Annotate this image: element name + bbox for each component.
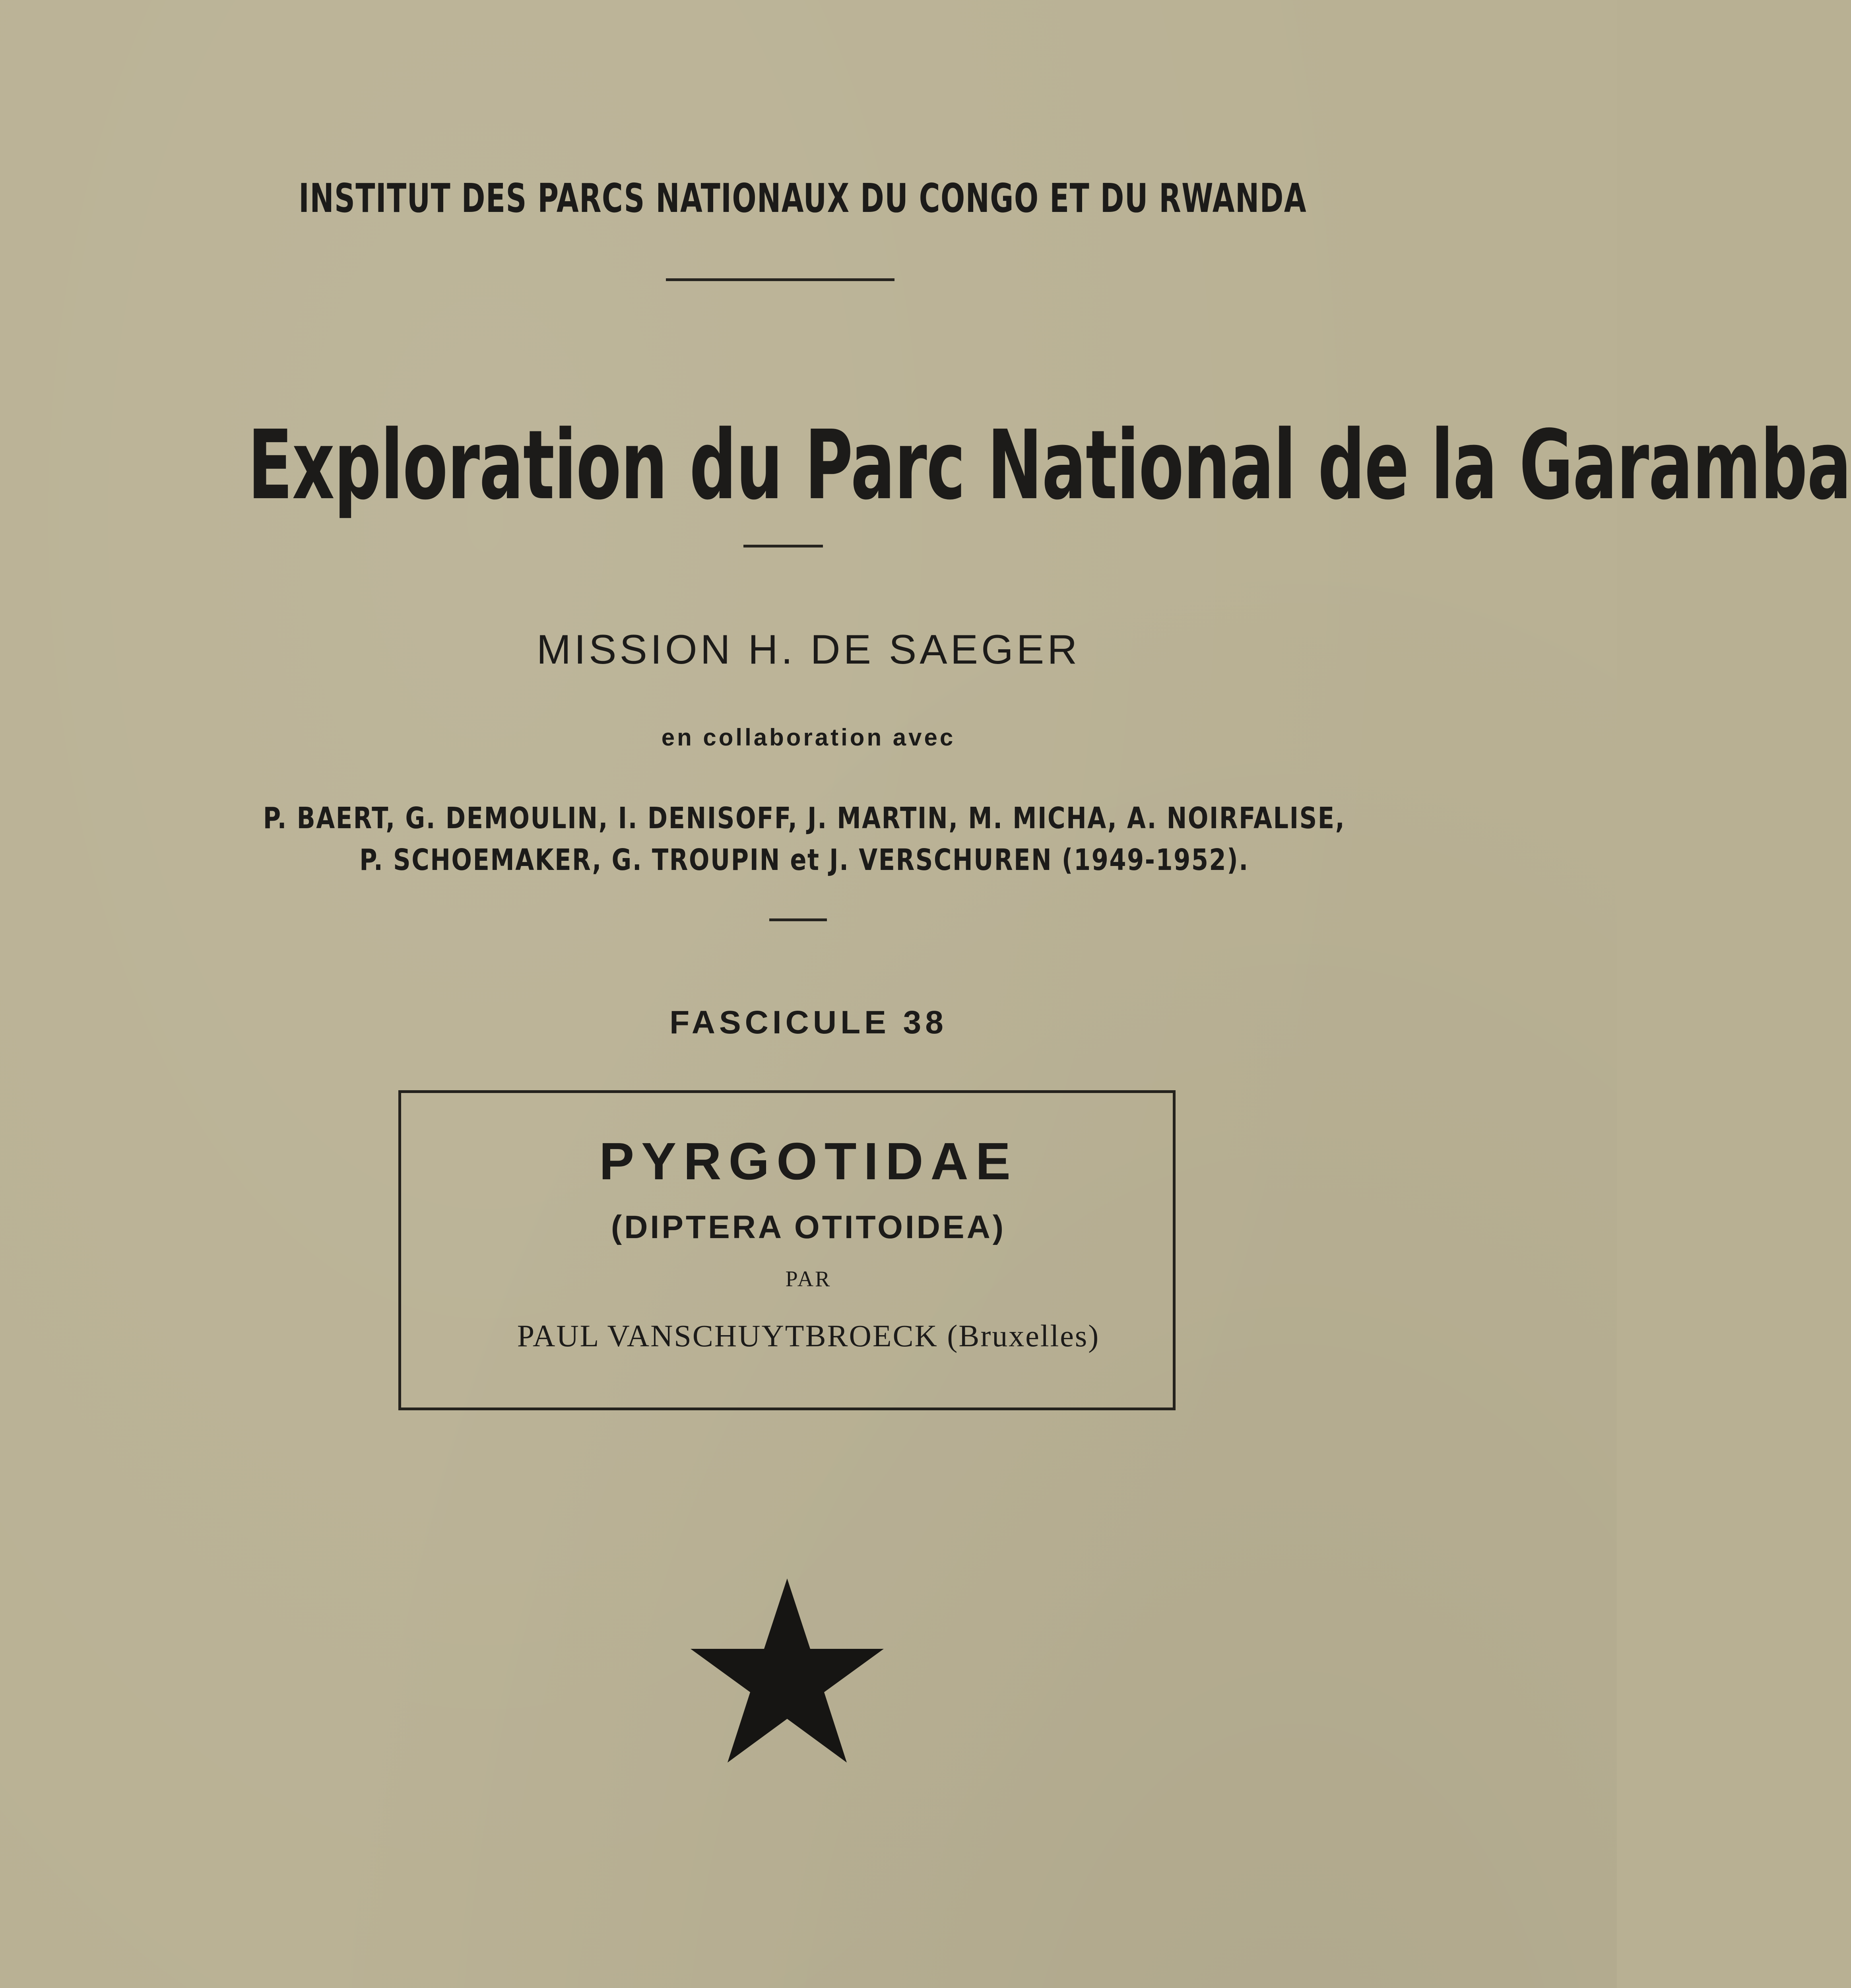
series-title: Exploration du Parc National de la Garamba: [248, 410, 1851, 521]
star-shape: [691, 1578, 884, 1763]
divider-1: [666, 278, 894, 281]
taxon-subtitle: (DIPTERA OTITOIDEA): [611, 1209, 1006, 1245]
star-icon: [688, 1576, 887, 1765]
author-name: PAUL VANSCHUYTBROECK (Bruxelles): [517, 1318, 1100, 1353]
by-label: PAR: [785, 1267, 832, 1291]
divider-2: [743, 545, 823, 547]
divider-3: [769, 918, 827, 921]
collaborators-line-2: P. SCHOEMAKER, G. TROUPIN et J. VERSCHUREN (1949-1952).: [359, 843, 1249, 877]
mission-title: MISSION H. DE SAEGER: [536, 627, 1081, 673]
collaboration-intro: en collaboration avec: [661, 724, 956, 751]
fascicule-number: FASCICULE 38: [669, 1004, 947, 1041]
collaborators-line-1: P. BAERT, G. DEMOULIN, I. DENISOFF, J. MARTIN, M. MICHA, A. NOIRFALISE,: [263, 801, 1346, 835]
taxon-title: PYRGOTIDAE: [599, 1132, 1018, 1190]
institute-name: INSTITUT DES PARCS NATIONAUX DU CONGO ET DU RWANDA: [299, 175, 1307, 221]
